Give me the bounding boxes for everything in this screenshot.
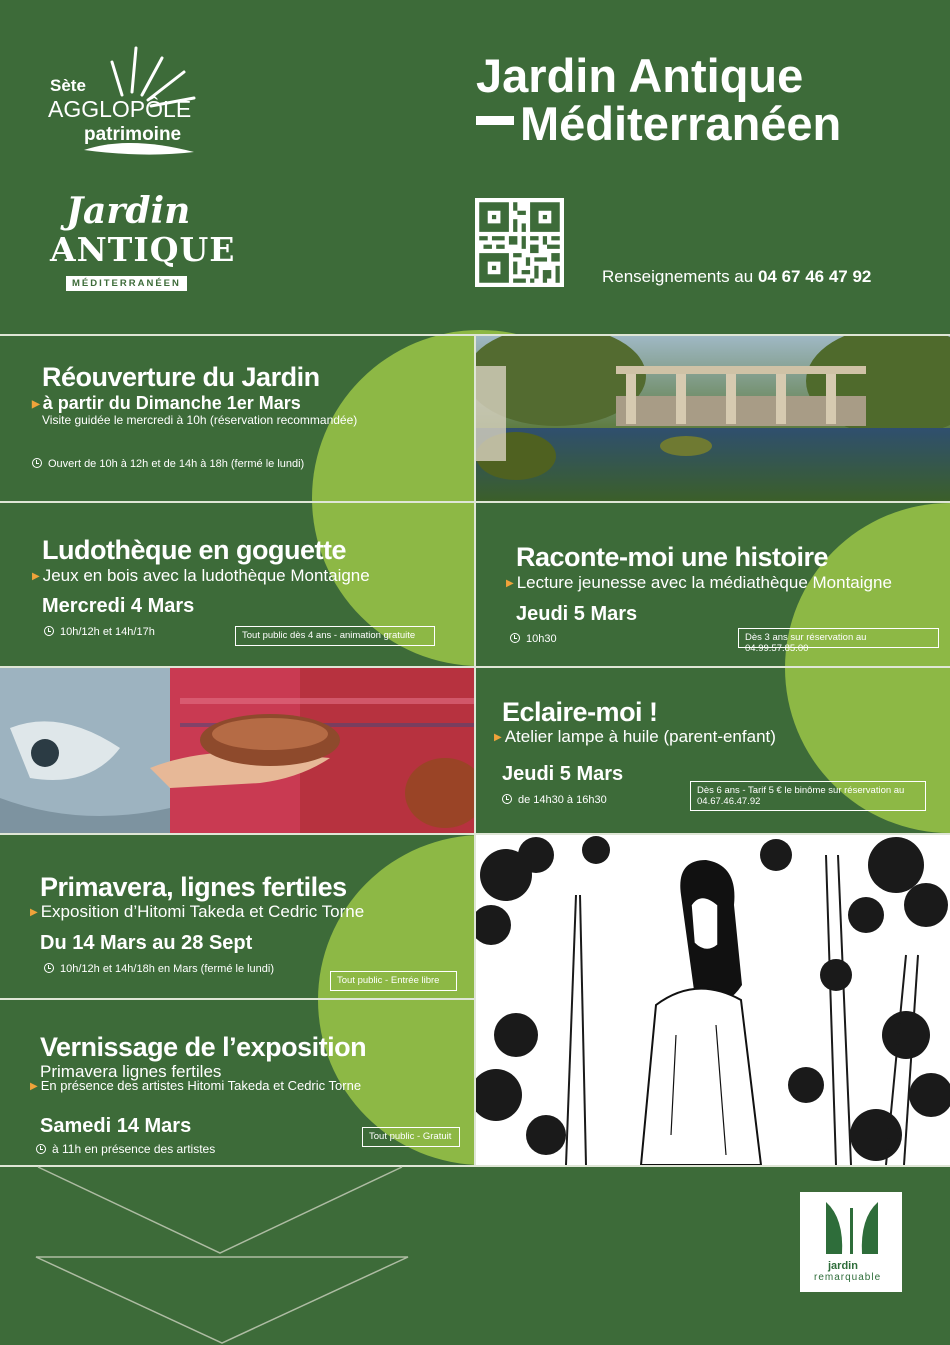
exhibition-artwork-photo — [476, 835, 950, 1165]
event-primavera-hours-text: 10h/12h et 14h/18h en Mars (fermé le lundi) — [60, 963, 275, 975]
event-primavera-date: Du 14 Mars au 28 Sept — [40, 932, 253, 954]
footer-label-line2: remarquable — [814, 1272, 882, 1283]
event-raconte-subtitle-text: Lecture jeunesse avec la médiathèque Montaigne — [516, 573, 892, 592]
arrow-icon: ▶ — [32, 571, 40, 583]
clock-icon — [44, 963, 54, 973]
event-eclaire-hours — [502, 794, 607, 806]
event-eclaire-hours-text: de 14h30 à 16h30 — [518, 794, 607, 806]
agglopole-line3: patrimoine — [84, 124, 182, 145]
garden-pond-illustration — [476, 336, 950, 501]
arrow-icon: ▶ — [30, 1081, 38, 1093]
event-reouverture-subtitle — [32, 393, 301, 414]
jardin-remarquable-icon — [822, 1198, 882, 1258]
event-vernissage-hours — [36, 1142, 215, 1156]
column-divider — [474, 334, 476, 1167]
event-vernissage-subtitle2 — [30, 1078, 361, 1093]
event-primavera-hours — [44, 963, 274, 975]
jardin-antique-logo — [44, 190, 236, 300]
event-primavera-subtitle-text: Exposition d’Hitomi Takeda et Cedric Torne — [40, 902, 365, 921]
event-eclaire-badge: Dès 6 ans - Tarif 5 € le binôme sur réservation au 04.67.46.47.92 — [690, 781, 926, 811]
event-ludotheque-subtitle — [32, 566, 370, 586]
arrow-icon: ▶ — [32, 398, 40, 410]
event-raconte-hours-text: 10h30 — [526, 633, 557, 645]
jardin-logo-line2: ANTIQUE — [50, 230, 236, 269]
ink-drawing-illustration — [476, 835, 950, 1165]
event-raconte-title: Raconte-moi une histoire — [516, 542, 829, 572]
event-vernissage-title: Vernissage de l’exposition — [40, 1032, 367, 1062]
info-line — [602, 267, 871, 287]
event-vernissage-subtitle1: Primavera lignes fertiles — [40, 1062, 222, 1081]
clock-icon — [44, 626, 54, 636]
event-vernissage-date: Samedi 14 Mars — [40, 1115, 192, 1137]
arrow-icon: ▶ — [30, 907, 38, 919]
event-primavera-title: Primavera, lignes fertiles — [40, 872, 347, 902]
event-raconte-hours — [510, 633, 557, 645]
event-vernissage-badge: Tout public - Gratuit — [362, 1127, 460, 1147]
arrow-icon: ▶ — [506, 578, 514, 590]
agglopole-line1: Sète — [50, 76, 86, 95]
title-dash — [476, 116, 514, 125]
event-ludotheque-title: Ludothèque en goguette — [42, 535, 346, 565]
event-reouverture-note: Visite guidée le mercredi à 10h (réservation recommandée) — [42, 413, 358, 427]
qr-code-icon — [475, 198, 564, 287]
event-raconte-badge: Dès 3 ans sur réservation au 04.99.57.85.00 — [738, 628, 939, 648]
event-ludotheque-badge: Tout public dès 4 ans - animation gratuite — [235, 626, 435, 646]
footer-label-line1: jardin — [828, 1260, 858, 1272]
event-ludotheque-subtitle-text: Jeux en bois avec la ludothèque Montaigne — [42, 566, 370, 585]
jardin-remarquable-logo — [800, 1192, 902, 1292]
event-vernissage-hours-text: à 11h en présence des artistes — [52, 1142, 216, 1156]
page-title-line1: Jardin Antique — [476, 49, 804, 102]
event-ludotheque-date: Mercredi 4 Mars — [42, 595, 195, 617]
page-title-line2: Méditerranéen — [520, 97, 842, 150]
event-reouverture-hours-text: Ouvert de 10h à 12h et de 14h à 18h (fermé le lundi) — [48, 458, 305, 470]
info-prefix: Renseignements au — [602, 267, 754, 286]
event-raconte-subtitle — [506, 573, 892, 593]
event-reouverture-title: Réouverture du Jardin — [42, 362, 320, 392]
clock-icon — [36, 1144, 46, 1154]
oil-lamp-illustration — [0, 668, 474, 833]
clock-icon — [510, 633, 520, 643]
event-reouverture-subtitle-text: à partir du Dimanche 1er Mars — [42, 393, 301, 413]
event-ludotheque-hours-text: 10h/12h et 14h/17h — [60, 626, 155, 638]
garden-pond-photo — [476, 336, 950, 501]
clock-icon — [32, 458, 42, 468]
event-eclaire-title: Eclaire-moi ! — [502, 697, 658, 727]
event-vernissage-subtitle2-text: En présence des artistes Hitomi Takeda et Cedric Torne — [40, 1078, 362, 1093]
event-primavera-badge: Tout public - Entrée libre — [330, 971, 457, 991]
event-eclaire-subtitle-text: Atelier lampe à huile (parent-enfant) — [504, 727, 776, 746]
agglopole-logo — [44, 40, 214, 165]
event-raconte-date: Jeudi 5 Mars — [516, 603, 638, 625]
event-ludotheque-hours — [44, 626, 155, 638]
footer-chevron-decoration — [30, 1165, 450, 1345]
qr-code[interactable] — [475, 198, 564, 287]
arrow-icon: ▶ — [494, 732, 502, 744]
info-phone[interactable]: 04 67 46 47 92 — [757, 267, 872, 286]
event-eclaire-date: Jeudi 5 Mars — [502, 763, 624, 785]
jardin-logo-line1: Jardin — [66, 190, 191, 232]
event-eclaire-subtitle — [494, 727, 776, 747]
divider-5 — [0, 998, 476, 1000]
event-reouverture-hours — [32, 458, 304, 470]
clock-icon — [502, 794, 512, 804]
oil-lamp-workshop-photo — [0, 668, 474, 833]
event-primavera-subtitle — [30, 902, 364, 922]
jardin-logo-line3: MÉDITERRANÉEN — [66, 276, 187, 291]
agglopole-line2: AGGLOPÔLE — [48, 96, 192, 122]
